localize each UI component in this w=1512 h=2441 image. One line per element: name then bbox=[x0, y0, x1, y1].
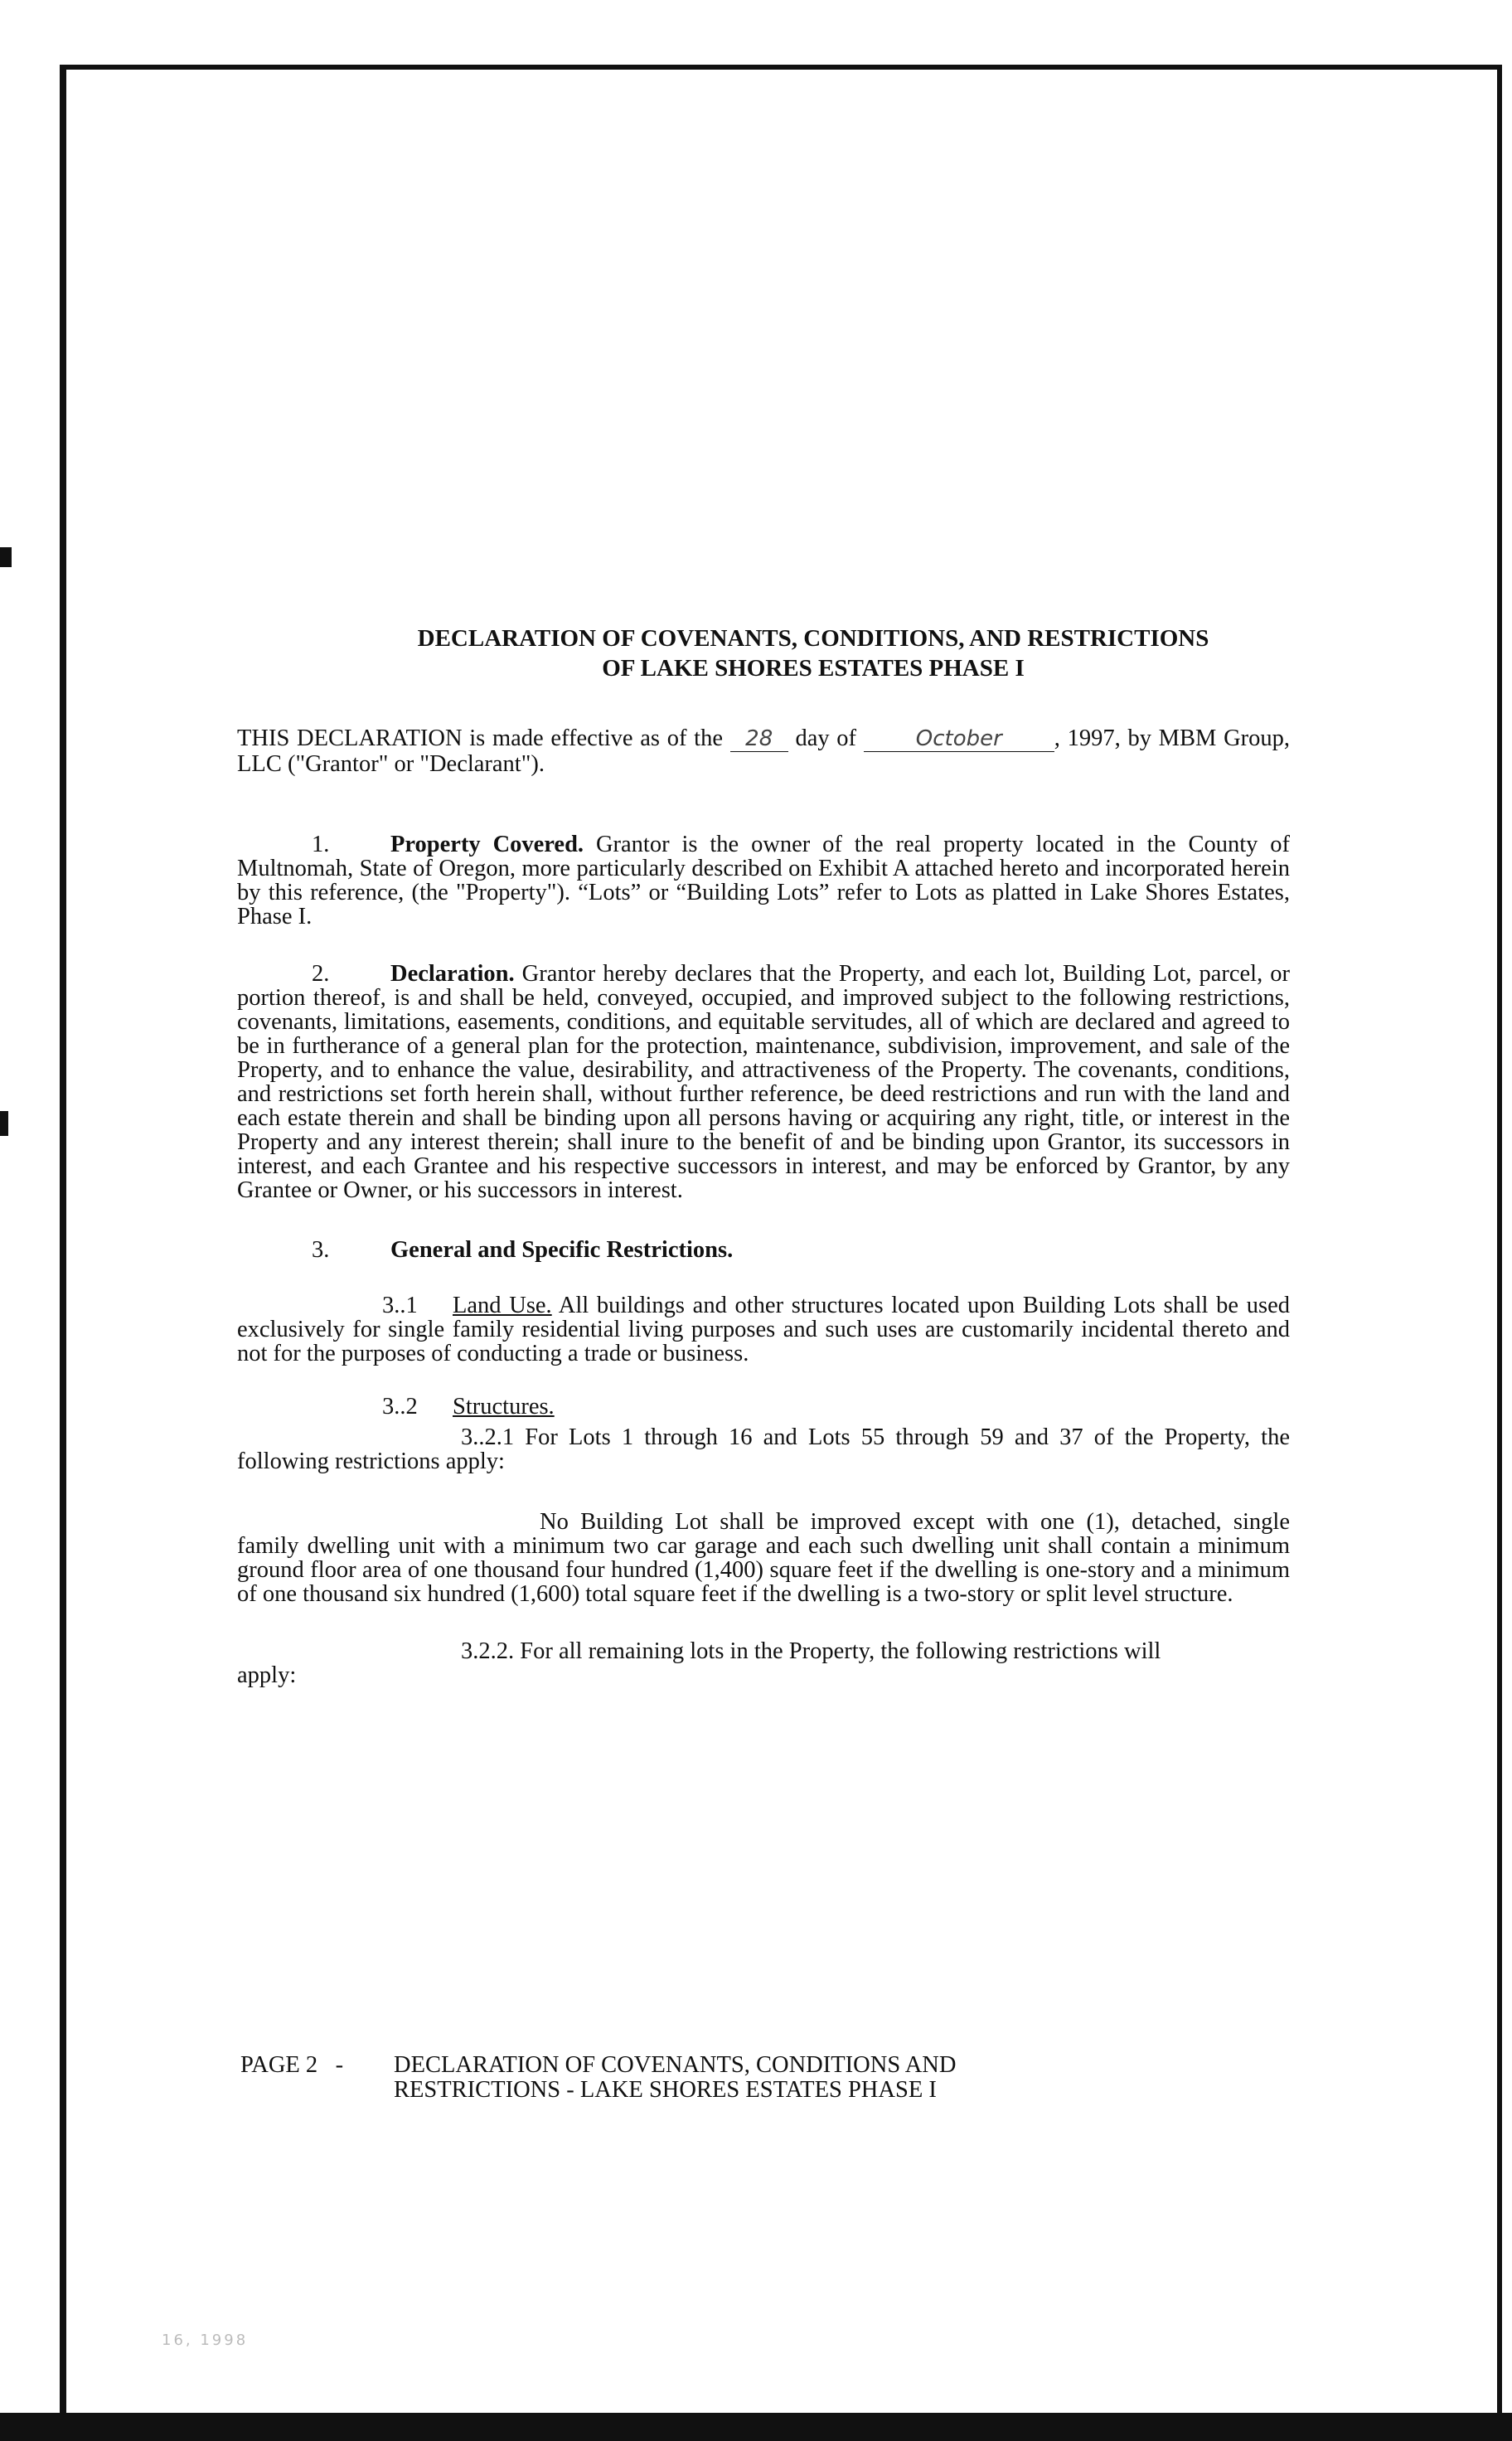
scan-mark bbox=[0, 547, 12, 567]
section-3-2-1-paragraph bbox=[237, 1425, 1290, 1473]
section-2-text: Grantor hereby declares that the Property, and each lot, Building Lot, parcel, or portion thereof, is and shall be held, conveyed, occupied, and improved subject to the following restrictions, covenants, limitations, easements, conditions, and equitable servitudes, all of which are declared and agreed to be in furtherance of a general plan for the protection, maintenance, subdivision, improvement, and sale of the Property, and to enhance the value, desirability, and attractiveness of the Property. The covenants, conditions, and restrictions set forth herein shall, without further reference, be deed restrictions and run with the land and each estate therein and shall be binding upon all persons having or acquiring any right, title, or interest in the Property and any interest therein; shall inure to the benefit of and be binding upon Grantor, its successors in interest, and each Grantee and his respective successors in interest, and may be enforced by Grantor, by any Grantee or Owner, or his successors in interest. bbox=[237, 961, 1290, 1203]
document-body bbox=[237, 624, 1290, 1687]
footer-page-number: PAGE 2 bbox=[240, 2052, 318, 2078]
section-3-2-heading: Structures. bbox=[453, 1394, 555, 1419]
document-title bbox=[337, 624, 1290, 683]
section-3-2-heading-row bbox=[382, 1394, 1290, 1420]
footer-page-label bbox=[240, 2053, 394, 2078]
footer-line-1: DECLARATION OF COVENANTS, CONDITIONS AND bbox=[394, 2052, 957, 2078]
section-3-2-1-restriction bbox=[237, 1510, 1290, 1606]
scan-bottom-edge bbox=[0, 2413, 1512, 2441]
intro-text-3: , 1997, by MBM Group, LLC ("Grantor" or "Declarant"). bbox=[237, 726, 1291, 777]
section-3-2-number: 3..2 bbox=[382, 1394, 418, 1419]
section-1-number: 1. bbox=[312, 832, 330, 857]
intro-paragraph bbox=[237, 726, 1290, 776]
section-2-paragraph bbox=[237, 962, 1290, 1202]
scan-mark bbox=[0, 1111, 8, 1136]
title-line-1: DECLARATION OF COVENANTS, CONDITIONS, AND RESTRICTIONS bbox=[417, 625, 1209, 652]
section-2-number: 2. bbox=[312, 961, 330, 987]
footer-title bbox=[394, 2053, 956, 2103]
section-3-heading-row bbox=[312, 1237, 1290, 1264]
section-3-heading: General and Specific Restrictions. bbox=[390, 1237, 734, 1263]
section-3-1-heading: Land Use. bbox=[453, 1293, 552, 1318]
title-line-2: OF LAKE SHORES ESTATES PHASE I bbox=[602, 655, 1025, 682]
section-1-paragraph bbox=[237, 832, 1290, 929]
section-3-2-1-restriction-text: No Building Lot shall be improved except with one (1), detached, single family dwelling unit with a minimum two car garage and each such dwelling unit shall contain a minimum ground floor area of one thousand four hundred (1,400) square feet if the dwelling is one-story and a minimum of one thousand six hundred (1,600) total square feet if the dwelling is a two-story or split level structure. bbox=[237, 1509, 1290, 1607]
section-3-2-2-text: For all remaining lots in the Property, the following restrictions will bbox=[520, 1638, 1161, 1664]
section-3-2-2-continuation: apply: bbox=[237, 1662, 297, 1688]
intro-text-1: THIS DECLARATION is made effective as of the bbox=[237, 726, 723, 751]
recording-stamp: 16, 1998 bbox=[162, 2332, 249, 2349]
section-3-1-text: All buildings and other structures located upon Building Lots shall be used exclusively for single family residential living purposes and such uses are customarily incidental thereto and not for the purposes of conducting a trade or business. bbox=[237, 1293, 1290, 1366]
footer-line-2: RESTRICTIONS - LAKE SHORES ESTATES PHASE I bbox=[394, 2077, 937, 2103]
day-blank: 28 bbox=[730, 727, 788, 752]
section-3-1-number: 3..1 bbox=[382, 1293, 418, 1318]
section-3-2-1-number: 3..2.1 bbox=[461, 1424, 515, 1450]
section-3-1-paragraph bbox=[237, 1293, 1290, 1366]
section-2-heading: Declaration. bbox=[390, 961, 515, 987]
section-3-2-2-number: 3.2.2. bbox=[461, 1638, 515, 1664]
section-1-text: Grantor is the owner of the real property located in the County of Multnomah, State of Oregon, more particularly described on Exhibit A attached hereto and incorporated herein by this reference, (the "Property"). “Lots” or “Building Lots” refer to Lots as platted in Lake Shores Estates, Phase I. bbox=[237, 832, 1290, 929]
page-footer bbox=[240, 2053, 956, 2103]
section-1-heading: Property Covered. bbox=[390, 832, 584, 857]
intro-text-2: day of bbox=[795, 726, 857, 751]
footer-dash: - bbox=[335, 2052, 344, 2078]
section-3-2-2-paragraph bbox=[237, 1639, 1290, 1663]
section-3-number: 3. bbox=[312, 1237, 330, 1263]
month-blank: October bbox=[864, 727, 1054, 752]
section-3-2-1-text: For Lots 1 through 16 and Lots 55 through 59 and 37 of the Property, the following restrictions apply: bbox=[237, 1424, 1291, 1474]
